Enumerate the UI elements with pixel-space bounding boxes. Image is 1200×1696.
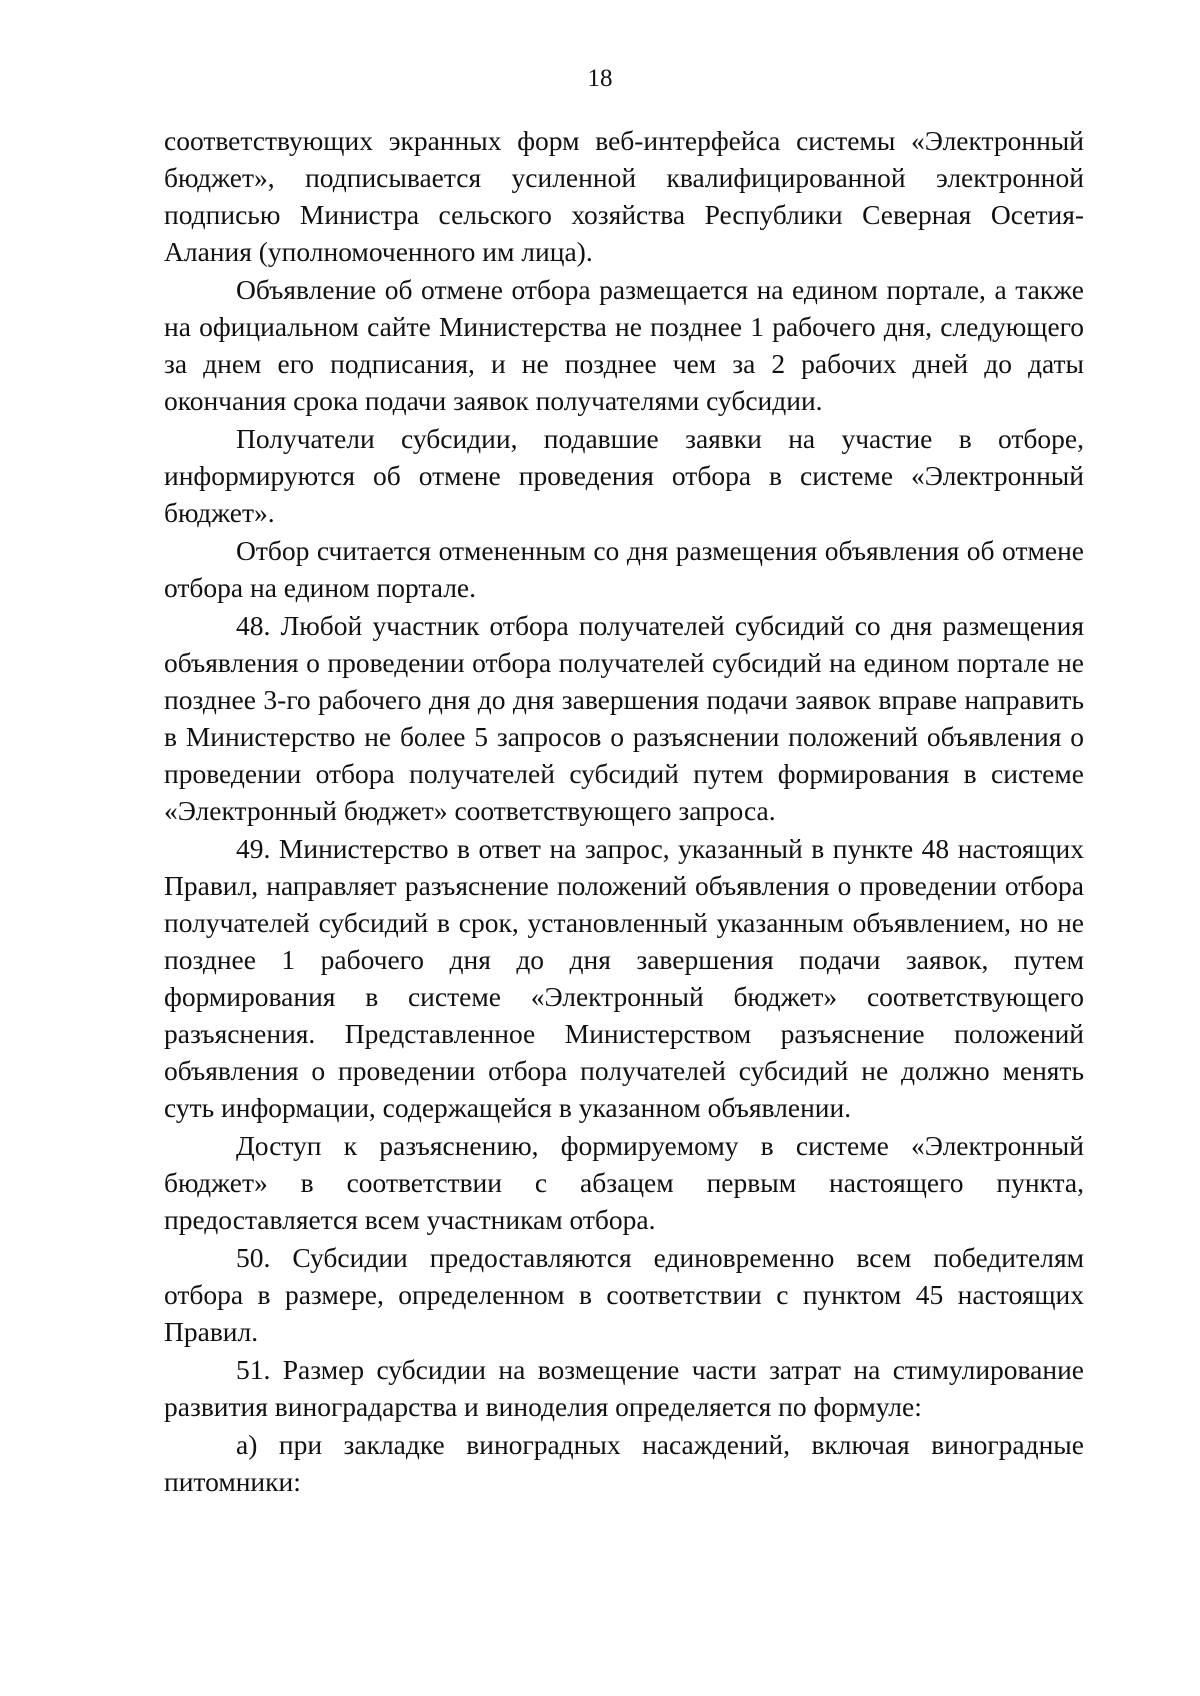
- paragraph-access-to-clarification: Доступ к разъяснению, формируемому в системе «Электронный бюджет» в соответствии с абзацем первым настоящего пункта, предоставляется всем участникам отбора.: [164, 1130, 1084, 1235]
- paragraph-cancellation-notice: Объявление об отмене отбора размещается на едином портале, а также на официальном сайте Министерства не позднее 1 рабочего дня, следующего за днем его подписания, и не позднее чем за 2 рабочих дней до даты окончания срока подачи заявок получателями субсидии.: [164, 274, 1084, 416]
- paragraph-clause-48: 48. Любой участник отбора получателей субсидий со дня размещения объявления о проведении отбора получателей субсидий на едином портале не позднее 3-го рабочего дня до дня завершения подачи заявок вправе направить в Министерство не более 5 запросов о разъяснении положений объявления о проведении отбора получателей субсидий путем формирования в системе «Электронный бюджет» соответствующего запроса.: [164, 610, 1084, 826]
- paragraph-applicants-informed: Получатели субсидии, подавшие заявки на участие в отборе, информируются об отмене проведения отбора в системе «Электронный бюджет».: [164, 423, 1084, 528]
- paragraph-continuation: соответствующих экранных форм веб-интерфейса системы «Электронный бюджет», подписывается усиленной квалифицированной электронной подписью Министра сельского хозяйства Республики Северная Осетия-Алания (уполномоченного им лица).: [164, 125, 1084, 267]
- paragraph-clause-49: 49. Министерство в ответ на запрос, указанный в пункте 48 настоящих Правил, направляет разъяснение положений объявления о проведении отбора получателей субсидий в срок, установленный указанным объявлением, но не позднее 1 рабочего дня до дня завершения подачи заявок, путем формирования в системе «Электронный бюджет» соответствующего разъяснения. Представленное Министерством разъяснение положений объявления о проведении отбора получателей субсидий не должно менять суть информации, содержащейся в указанном объявлении.: [164, 833, 1084, 1123]
- paragraph-clause-50: 50. Субсидии предоставляются единовременно всем победителям отбора в размере, определенном в соответствии с пунктом 45 настоящих Правил.: [164, 1242, 1084, 1347]
- page-number: 18: [587, 65, 613, 92]
- paragraph-selection-cancelled: Отбор считается отмененным со дня размещения объявления об отмене отбора на едином портале.: [164, 535, 1084, 603]
- paragraph-clause-51-a: а) при закладке виноградных насаждений, включая виноградные питомники:: [164, 1429, 1084, 1497]
- document-body: [164, 122, 1084, 1500]
- paragraph-clause-51: 51. Размер субсидии на возмещение части затрат на стимулирование развития виноградарства и виноделия определяется по формуле:: [164, 1354, 1084, 1422]
